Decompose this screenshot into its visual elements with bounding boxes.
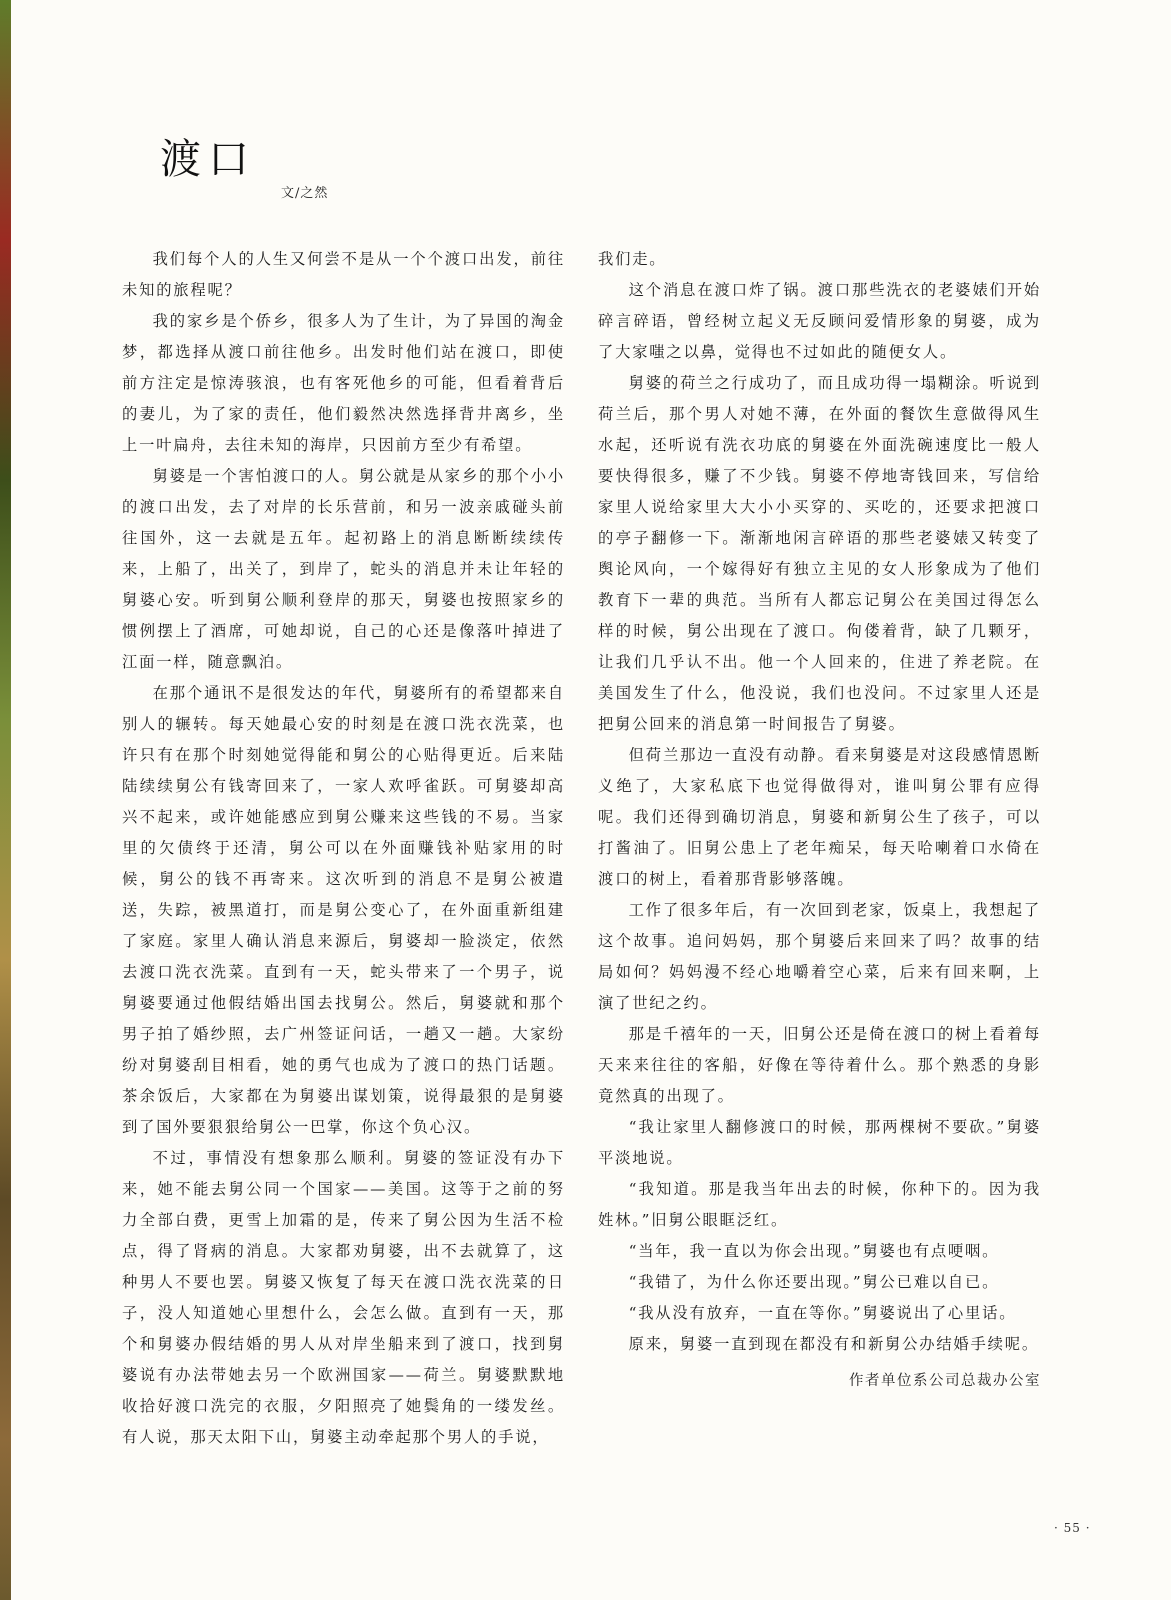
article-byline: 文/之然 [281,186,329,201]
dialogue-paragraph: “我从没有放弃，一直在等你。”舅婆说出了心里话。 [628,1304,1017,1322]
dialogue-paragraph: “我让家里人翻修渡口的时候，那两棵树不要砍。”舅婆平淡地说。 [598,1118,1041,1167]
paragraph: 舅婆的荷兰之行成功了，而且成功得一塌糊涂。听说到荷兰后，那个男人对她不薄，在外面的餐饮生意做得风生水起，还听说有洗衣功底的舅婆在外面洗碗速度比一般人要快得很多，赚了不少钱。舅婆不停地寄钱回来，写信给家里人说给家里大大小小买穿的、买吃的，还要求把渡口的亭子翻修一下。渐渐地闲言碎语的那些老婆婊又转变了舆论风向，一个嫁得好有独立主见的女人形象成为了他们教育下一辈的典范。当所有人都忘记舅公在美国过得怎么样的时候，舅公出现在了渡口。佝偻着背，缺了几颗牙，让我们几乎认不出。他一个人回来的，住进了养老院。在美国发生了什么，他没说，我们也没问。不过家里人还是把舅公回来的消息第一时间报告了舅婆。 [598,374,1041,733]
dialogue-paragraph: “我知道。那是我当年出去的时候，你种下的。因为我姓林。”旧舅公眼眶泛红。 [598,1180,1041,1229]
paragraph: 原来，舅婆一直到现在都没有和新舅公办结婚手续呢。 [628,1335,1039,1353]
paragraph: 那是千禧年的一天，旧舅公还是倚在渡口的树上看着每天来来往往的客船，好像在等待着什么。那个熟悉的身影竟然真的出现了。 [598,1025,1041,1105]
paragraph: 这个消息在渡口炸了锅。渡口那些洗衣的老婆婊们开始碎言碎语，曾经树立起义无反顾问爱情形象的舅婆，成为了大家嗤之以鼻，觉得也不过如此的随便女人。 [598,281,1041,361]
dialogue-paragraph: “当年，我一直以为你会出现。”舅婆也有点哽咽。 [628,1242,1000,1260]
dialogue-paragraph: “我错了，为什么你还要出现。”舅公已难以自已。 [628,1273,1000,1291]
paragraph: 在那个通讯不是很发达的年代，舅婆所有的希望都来自别人的辗转。每天她最心安的时刻是在渡口洗衣洗菜，也许只有在那个时刻她觉得能和舅公的心贴得更近。后来陆陆续续舅公有钱寄回来了，一家人欢呼雀跃。可舅婆却高兴不起来，或许她能感应到舅公赚来这些钱的不易。当家里的欠债终于还清，舅公可以在外面赚钱补贴家用的时候，舅公的钱不再寄来。这次听到的消息不是舅公被遣送，失踪，被黑道打，而是舅公变心了，在外面重新组建了家庭。家里人确认消息来源后，舅婆却一脸淡定，依然去渡口洗衣洗菜。直到有一天，蛇头带来了一个男子，说舅婆要通过他假结婚出国去找舅公。然后，舅婆就和那个男子拍了婚纱照，去广州签证问话，一趟又一趟。大家纷纷对舅婆刮目相看，她的勇气也成为了渡口的热门话题。茶余饭后，大家都在为舅婆出谋划策，说得最狠的是舅婆到了国外要狠狠给舅公一巴掌，你这个负心汉。 [122,684,565,1136]
paragraph: 我的家乡是个侨乡，很多人为了生计，为了异国的淘金梦，都选择从渡口前往他乡。出发时他们站在渡口，即使前方注定是惊涛骇浪，也有客死他乡的可能，但看着背后的妻儿，为了家的责任，他们毅然决然选择背井离乡，坐上一叶扁舟，去往未知的海岸，只因前方至少有希望。 [122,312,565,454]
paragraph: 工作了很多年后，有一次回到老家，饭桌上，我想起了这个故事。追问妈妈，那个舅婆后来回来了吗？故事的结局如何？妈妈漫不经心地嚼着空心菜，后来有回来啊，上演了世纪之约。 [598,901,1041,1012]
paragraph-continued: 我们走。 [598,250,667,268]
page-number: · 55 · [1054,1521,1091,1535]
paragraph: 不过，事情没有想象那么顺利。舅婆的签证没有办下来，她不能去舅公同一个国家——美国。这等于之前的努力全部白费，更雪上加霜的是，传来了舅公因为生活不检点，得了肾病的消息。大家都劝舅婆，出不去就算了，这种男人不要也罢。舅婆又恢复了每天在渡口洗衣洗菜的日子，没人知道她心里想什么，会怎么做。直到有一天，那个和舅婆办假结婚的男人从对岸坐船来到了渡口，找到舅婆说有办法带她去另一个欧洲国家——荷兰。舅婆默默地收拾好渡口洗完的衣服，夕阳照亮了她鬓角的一缕发丝。有人说，那天太阳下山，舅婆主动牵起那个男人的手说， [122,1149,565,1446]
paragraph: 但荷兰那边一直没有动静。看来舅婆是对这段感情恩断义绝了，大家私底下也觉得做得对，谁叫舅公罪有应得呢。我们还得到确切消息，舅婆和新舅公生了孩子，可以打酱油了。旧舅公患上了老年痴呆，每天哈喇着口水倚在渡口的树上，看着那背影够落魄。 [598,746,1041,888]
author-affiliation-note: 作者单位系公司总裁办公室 [849,1373,1041,1389]
page-edge-photo-strip [0,0,11,1600]
article-title: 渡口 [160,135,256,183]
paragraph: 舅婆是一个害怕渡口的人。舅公就是从家乡的那个小小的渡口出发，去了对岸的长乐营前，和另一波亲戚碰头前往国外，这一去就是五年。起初路上的消息断断续续传来，上船了，出关了，到岸了，蛇头的消息并未让年轻的舅婆心安。听到舅公顺利登岸的那天，舅婆也按照家乡的惯例摆上了酒席，可她却说，自己的心还是像落叶掉进了江面一样，随意飘泊。 [122,467,565,671]
article-column-left [122,244,565,1453]
article-column-right [598,244,1041,1397]
paragraph: 我们每个人的人生又何尝不是从一个个渡口出发，前往未知的旅程呢？ [122,250,565,299]
